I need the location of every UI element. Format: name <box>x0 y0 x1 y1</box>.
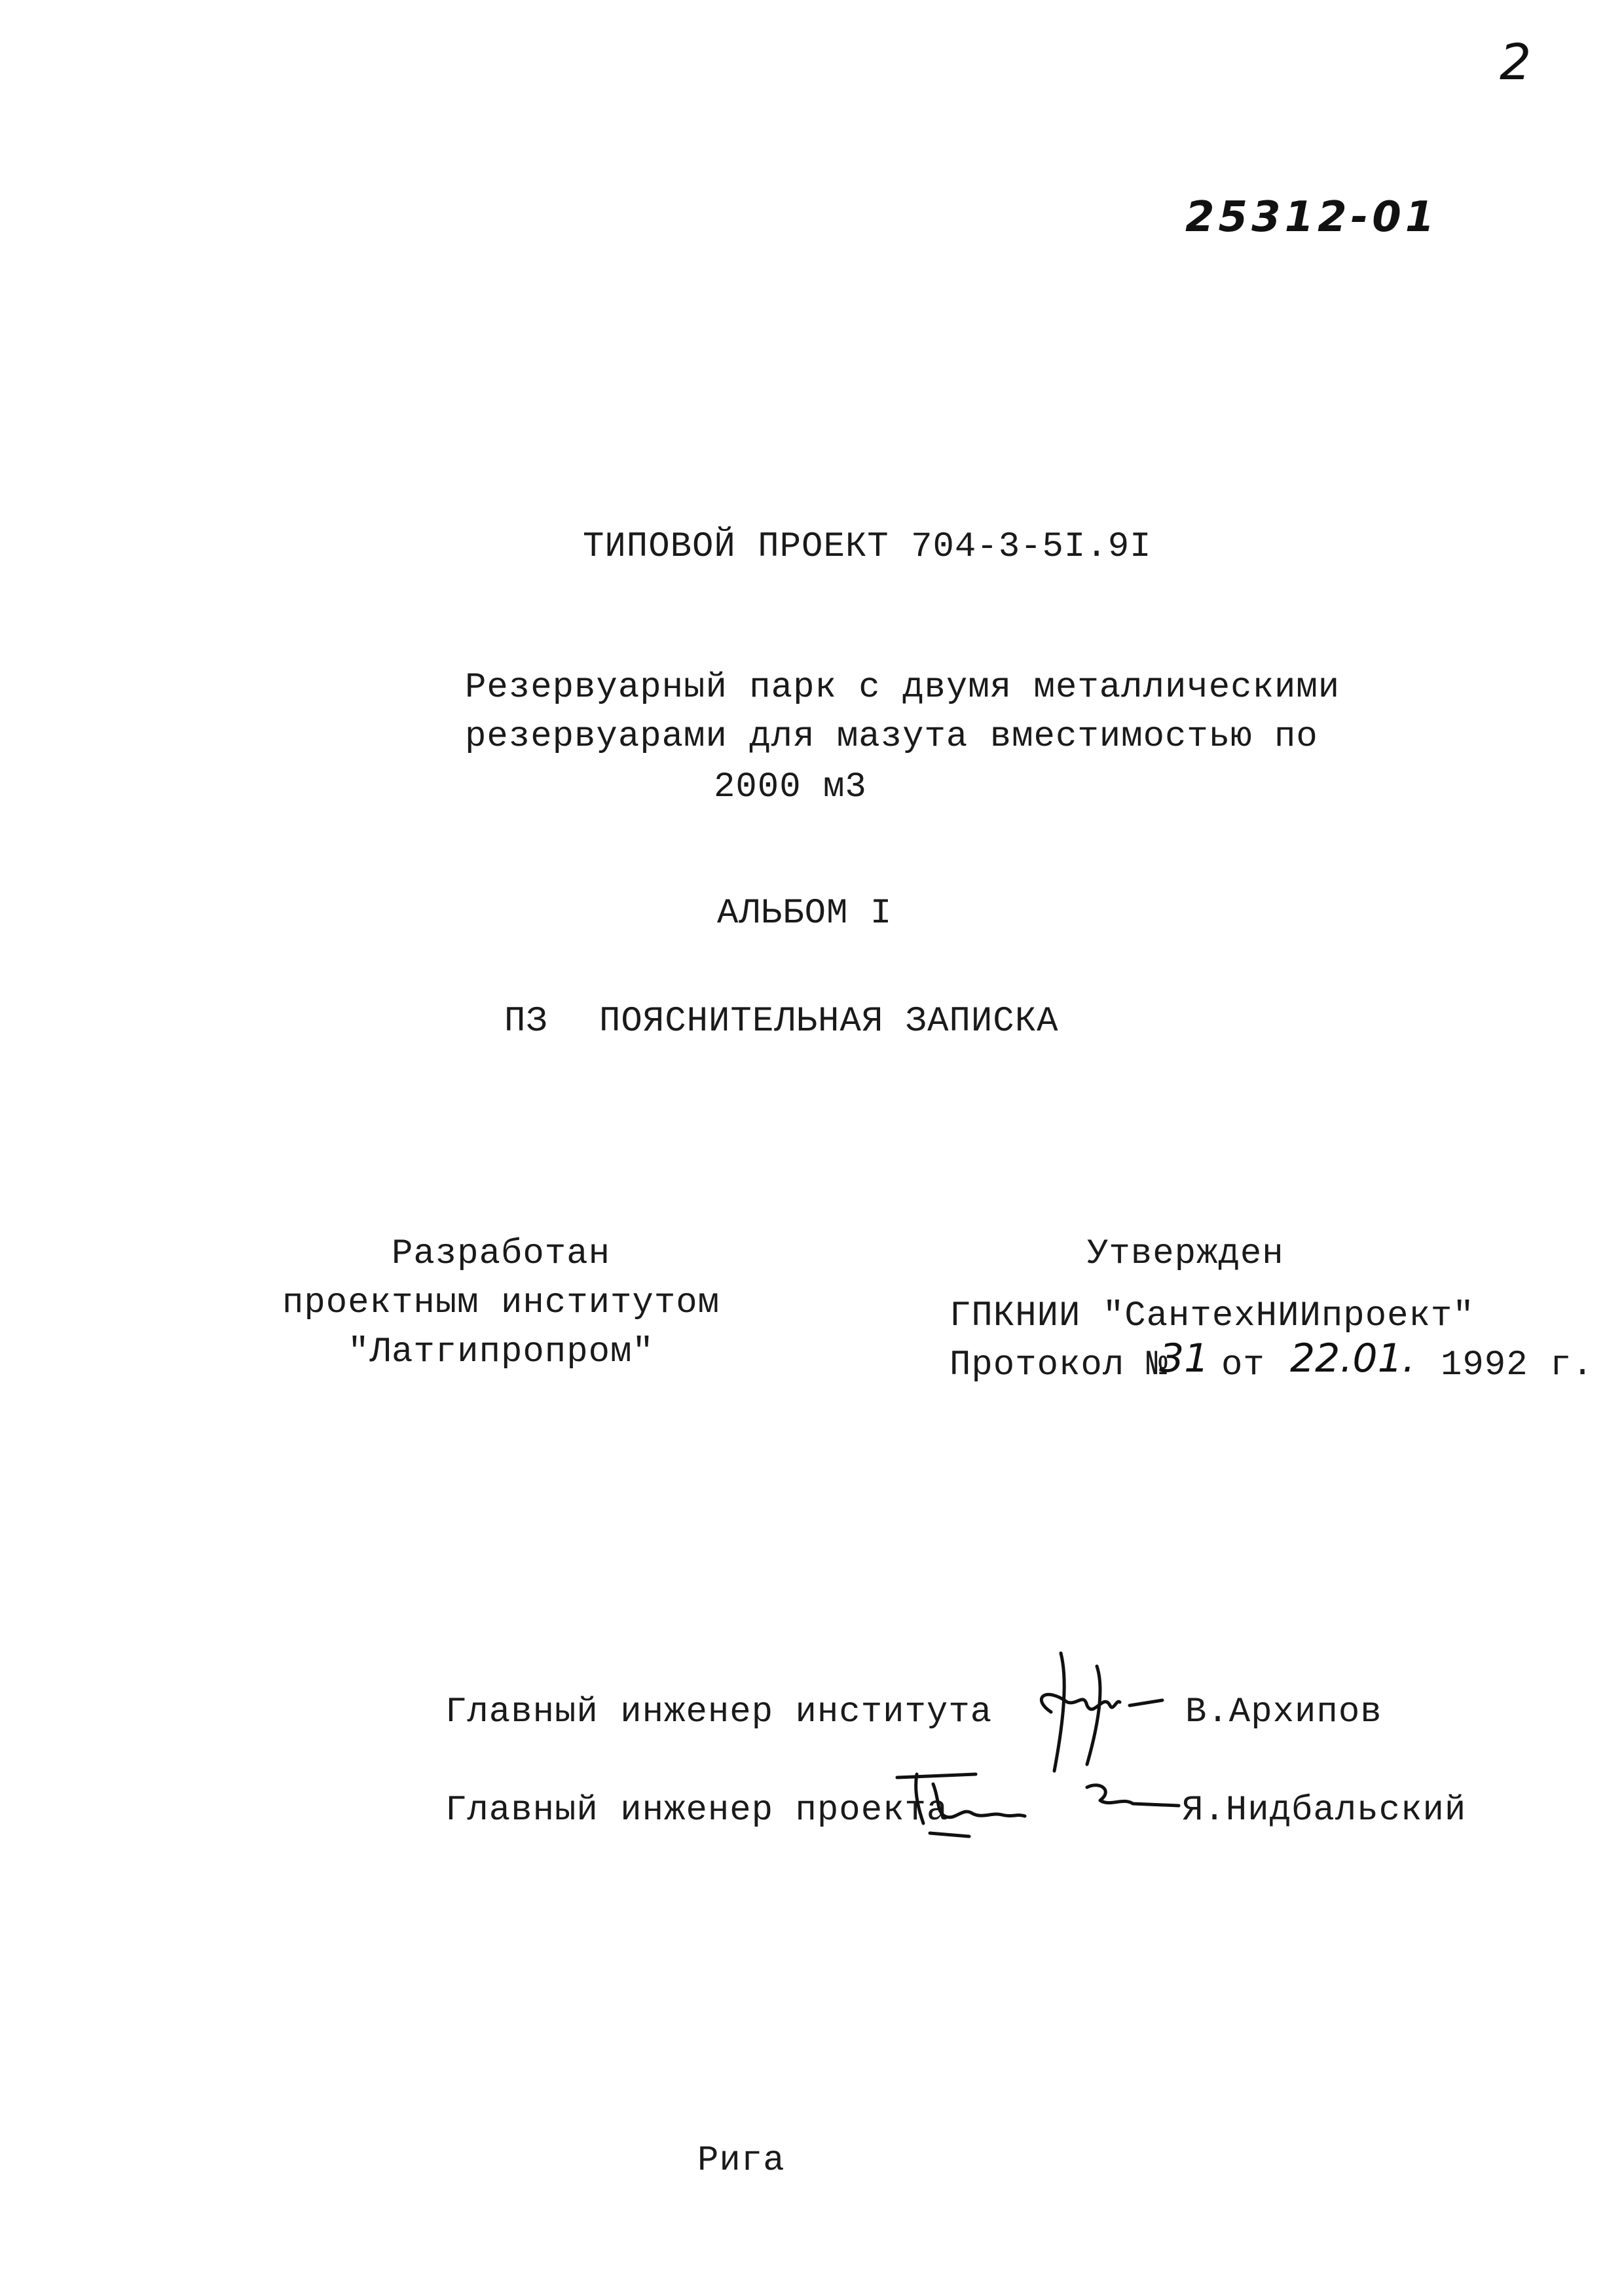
signature-role-2: Главный инженер проекта <box>445 1791 949 1831</box>
signature-name-1: В.Архипов <box>1185 1692 1382 1732</box>
archive-code: 25312-01 <box>1185 193 1439 242</box>
protocol-year: 1992 г. <box>1441 1345 1594 1385</box>
developed-institute-line: проектным институтом <box>282 1283 720 1323</box>
signature-role-1: Главный инженер института <box>445 1692 993 1732</box>
page-number: 2 <box>1500 33 1532 91</box>
project-title: ТИПОВОЙ ПРОЕКТ 704-3-5I.9I <box>583 527 1152 567</box>
protocol-number: 31 <box>1159 1336 1209 1381</box>
signature-mark-2 <box>884 1761 1192 1840</box>
section-title: ПОЯСНИТЕЛЬНАЯ ЗАПИСКА <box>599 1002 1059 1042</box>
signature-name-2: Я.Нидбальский <box>1182 1791 1467 1831</box>
developed-label: Разработан <box>391 1234 611 1274</box>
description-line-2: резервуарами для мазута вместимостью по <box>465 717 1318 757</box>
section-code: ПЗ <box>504 1002 548 1042</box>
city: Рига <box>697 2141 785 2181</box>
description-line-3: 2000 м3 <box>714 767 867 807</box>
approved-label: Утвержден <box>1087 1234 1284 1274</box>
protocol-from: от <box>1221 1345 1265 1385</box>
developed-institute-name: "Латгипропром" <box>348 1332 654 1372</box>
protocol-date: 22.01. <box>1290 1336 1415 1381</box>
album-label: АЛЬБОМ I <box>717 894 893 934</box>
protocol-prefix: Протокол № <box>950 1345 1169 1385</box>
description-line-1: Резервуарный парк с двумя металлическими <box>465 668 1340 708</box>
approved-organization: ГПКНИИ "СантехНИИпроект" <box>950 1296 1475 1336</box>
